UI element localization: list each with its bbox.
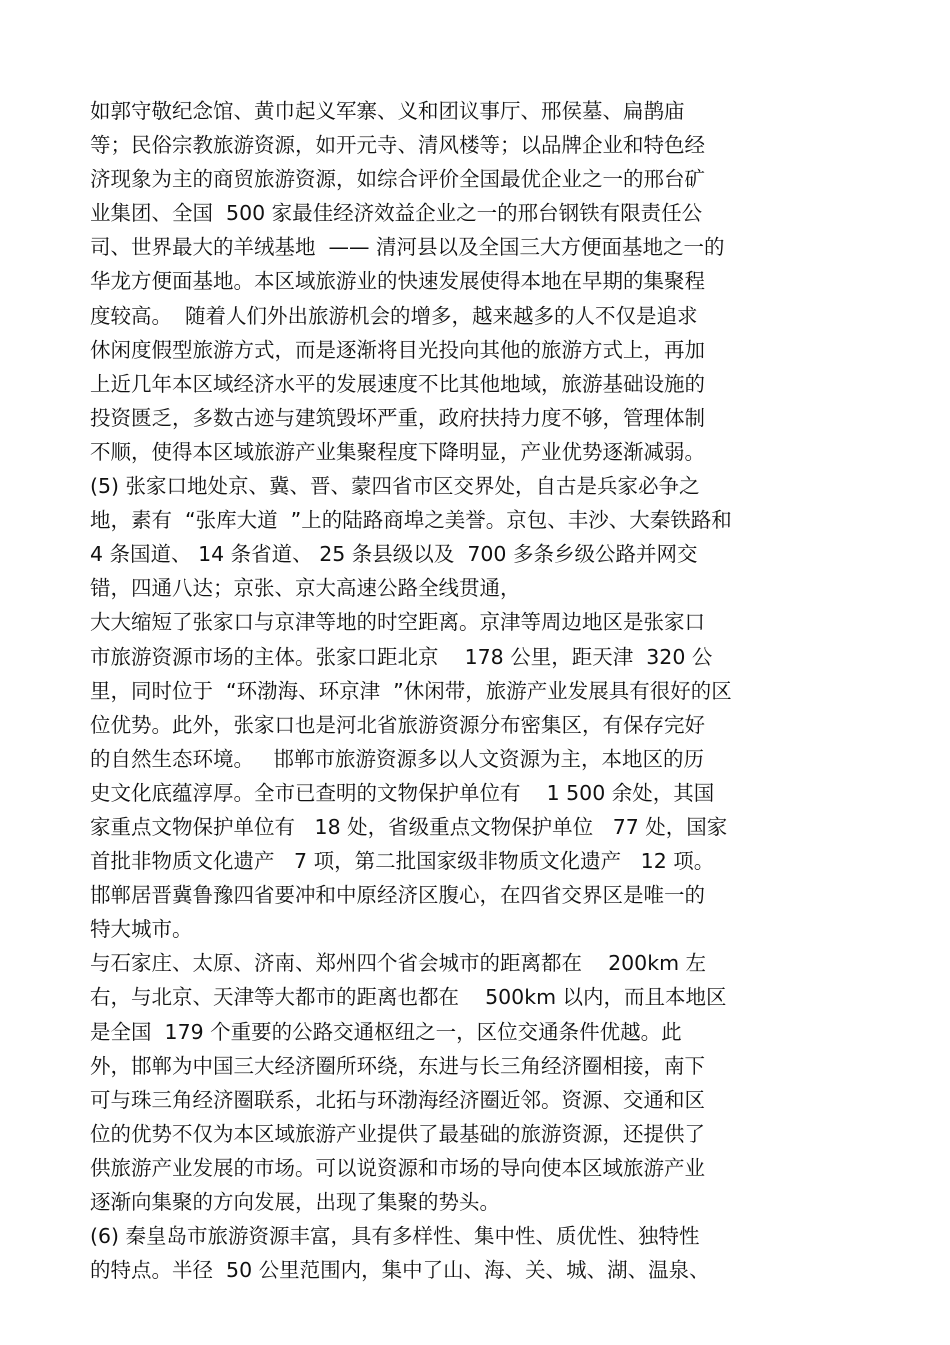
text-line: 是全国 179 个重要的公路交通枢纽之一，区位交通条件优越。此 bbox=[90, 1019, 682, 1044]
text-line: 济现象为主的商贸旅游资源，如综合评价全国最优企业之一的邢台矿 bbox=[90, 167, 705, 192]
text-line: 4 条国道、 14 条省道、 25 条县级以及 700 多条乡级公路并网交 bbox=[90, 542, 698, 567]
text-line: 里，同时位于 “环渤海、环京津 ”休闲带，旅游产业发展具有很好的区 bbox=[90, 678, 732, 703]
text-line: 的特点。半径 50 公里范围内，集中了山、海、关、城、湖、温泉、 bbox=[90, 1258, 710, 1283]
text-line: 错，四通八达；京张、京大高速公路全线贯通， bbox=[90, 576, 521, 601]
text-line: 右，与北京、天津等大都市的距离也都在 500km 以内，而且本地区 bbox=[90, 985, 727, 1010]
text-line: 逐渐向集聚的方向发展，出现了集聚的势头。 bbox=[90, 1190, 500, 1214]
text-line: 位优势。此外，张家口也是河北省旅游资源分布密集区，有保存完好 bbox=[90, 712, 705, 737]
text-line: 供旅游产业发展的市场。可以说资源和市场的导向使本区域旅游产业 bbox=[90, 1155, 705, 1180]
text-line: 可与珠三角经济圈联系，北拓与环渤海经济圈近邻。资源、交通和区 bbox=[90, 1087, 705, 1112]
text-line: 业集团、全国 500 家最佳经济效益企业之一的邢台钢铁有限责任公 bbox=[90, 201, 703, 226]
text-line: 休闲度假型旅游方式，而是逐渐将目光投向其他的旅游方式上，再加 bbox=[90, 337, 705, 362]
text-line: 与石家庄、太原、济南、郑州四个省会城市的距离都在 200km 左 bbox=[90, 951, 707, 976]
text-line: 邯郸居晋冀鲁豫四省要冲和中原经济区腹心，在四省交界区是唯一的 bbox=[90, 883, 705, 908]
text-line: 大大缩短了张家口与京津等地的时空距离。京津等周边地区是张家口 bbox=[90, 610, 705, 635]
paragraph-5-start: (5) 张家口地处京、冀、晋、蒙四省市区交界处，自古是兵家必争之 bbox=[90, 474, 700, 499]
text-line: 市旅游资源市场的主体。张家口距北京 178 公里，距天津 320 公 bbox=[90, 644, 713, 669]
text-line: 司、世界最大的羊绒基地 —— 清河县以及全国三大方便面基地之一的 bbox=[90, 235, 725, 260]
text-line: 投资匮乏，多数古迹与建筑毁坏严重，政府扶持力度不够，管理体制 bbox=[90, 405, 705, 430]
body-text bbox=[90, 94, 870, 1287]
text-line: 华龙方便面基地。本区域旅游业的快速发展使得本地在早期的集聚程 bbox=[90, 269, 705, 294]
text-line: 外，邯郸为中国三大经济圈所环绕，东进与长三角经济圈相接，南下 bbox=[90, 1053, 705, 1078]
text-line: 位的优势不仅为本区域旅游产业提供了最基础的旅游资源，还提供了 bbox=[90, 1121, 705, 1146]
text-line: 地，素有 “张库大道 ”上的陆路商埠之美誉。京包、丰沙、大秦铁路和 bbox=[90, 508, 732, 533]
text-line: 上近几年本区域经济水平的发展速度不比其他地域，旅游基础设施的 bbox=[90, 371, 705, 396]
text-line: 不顺，使得本区域旅游产业集聚程度下降明显，产业优势逐渐减弱。 bbox=[90, 439, 705, 464]
text-line: 首批非物质文化遗产 7 项，第二批国家级非物质文化遗产 12 项。 bbox=[90, 849, 715, 874]
text-line: 度较高。 随着人们外出旅游机会的增多，越来越多的人不仅是追求 bbox=[90, 303, 698, 328]
text-line: 如郭守敬纪念馆、黄巾起义军寨、义和团议事厅、邢侯墓、扁鹊庙 bbox=[90, 99, 685, 123]
text-line: 史文化底蕴淳厚。全市已查明的文物保护单位有 1 500 余处，其国 bbox=[90, 780, 715, 805]
text-line: 的自然生态环境。 邯郸市旅游资源多以人文资源为主，本地区的历 bbox=[90, 746, 705, 771]
text-line: 家重点文物保护单位有 18 处，省级重点文物保护单位 77 处，国家 bbox=[90, 814, 728, 839]
text-line: 等；民俗宗教旅游资源，如开元寺、清风楼等；以品牌企业和特色经 bbox=[90, 133, 705, 158]
paragraph-6-start: (6) 秦皇岛市旅游资源丰富，具有多样性、集中性、质优性、独特性 bbox=[90, 1224, 700, 1249]
text-line: 特大城市。 bbox=[90, 917, 193, 942]
